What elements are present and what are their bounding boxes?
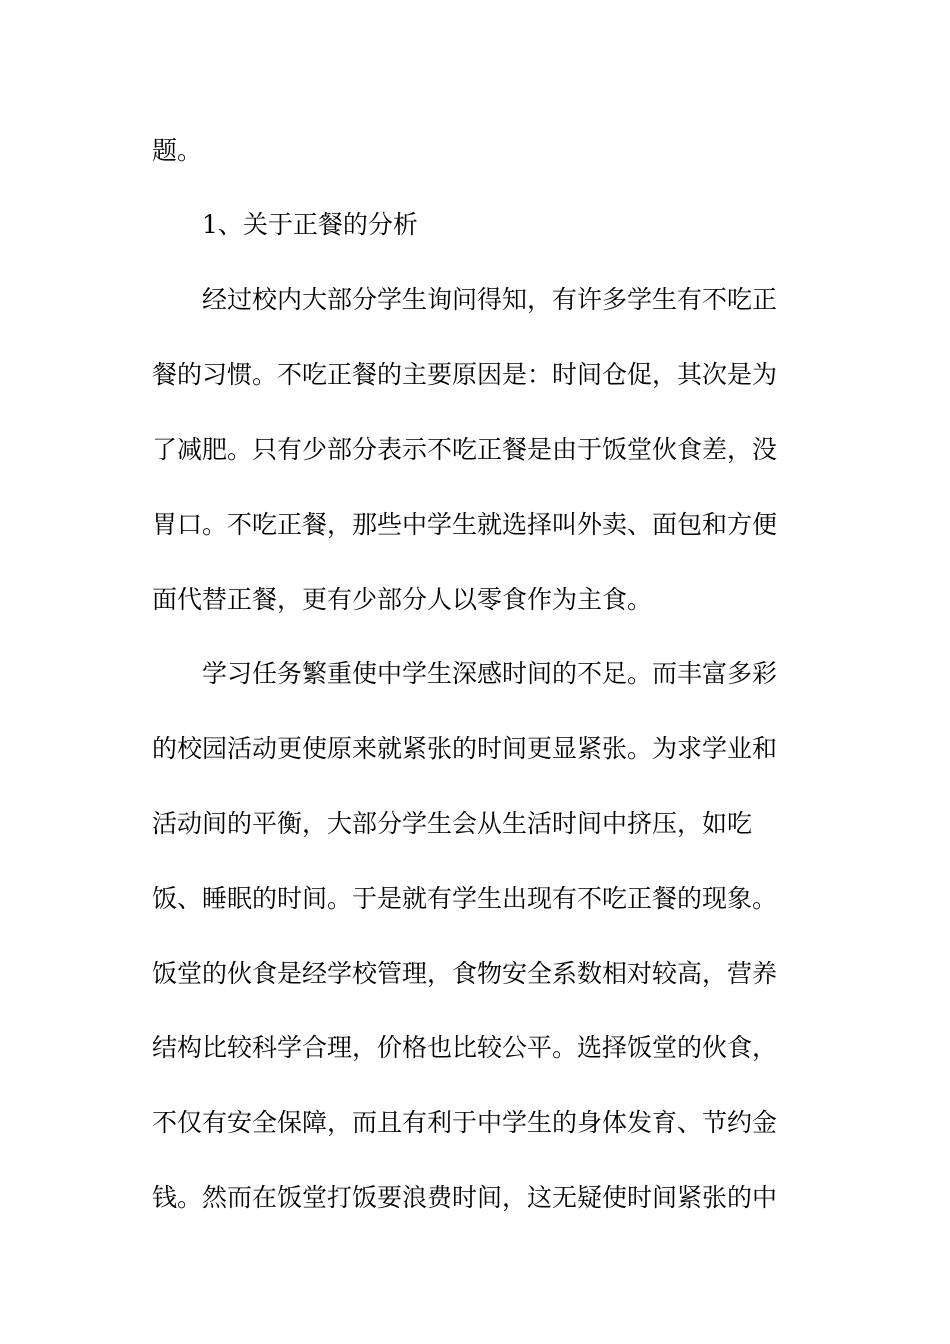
section-heading: 1、关于正餐的分析 [202,210,418,239]
text-line: 经过校内大部分学生询问得知，有许多学生有不吃正 [202,285,778,314]
text-line: 不仅有安全保障，而且有利于中学生的身体发育、节约金 [152,1108,778,1137]
text-line: 饭、睡眠的时间。于是就有学生出现有不吃正餐的现象。 [152,884,778,913]
text-line: 餐的习惯。不吃正餐的主要原因是：时间仓促，其次是为 [152,360,778,389]
text-line: 钱。然而在饭堂打饭要浪费时间，这无疑使时间紧张的中 [152,1183,778,1212]
text-line: 学习任务繁重使中学生深感时间的不足。而丰富多彩 [202,659,778,688]
text-line: 结构比较科学合理，价格也比较公平。选择饭堂的伙食， [152,1033,778,1062]
text-line: 饭堂的伙食是经学校管理，食物安全系数相对较高，营养 [152,959,778,988]
text-line: 的校园活动更使原来就紧张的时间更显紧张。为求学业和 [152,734,778,763]
text-line: 活动间的平衡，大部分学生会从生活时间中挤压，如吃 [152,809,753,838]
text-line: 了减肥。只有少部分表示不吃正餐是由于饭堂伙食差，没 [152,435,778,464]
text-line: 胃口。不吃正餐，那些中学生就选择叫外卖、面包和方便 [152,510,778,539]
text-line: 题。 [152,136,203,165]
text-line: 面代替正餐，更有少部分人以零食作为主食。 [152,585,653,614]
